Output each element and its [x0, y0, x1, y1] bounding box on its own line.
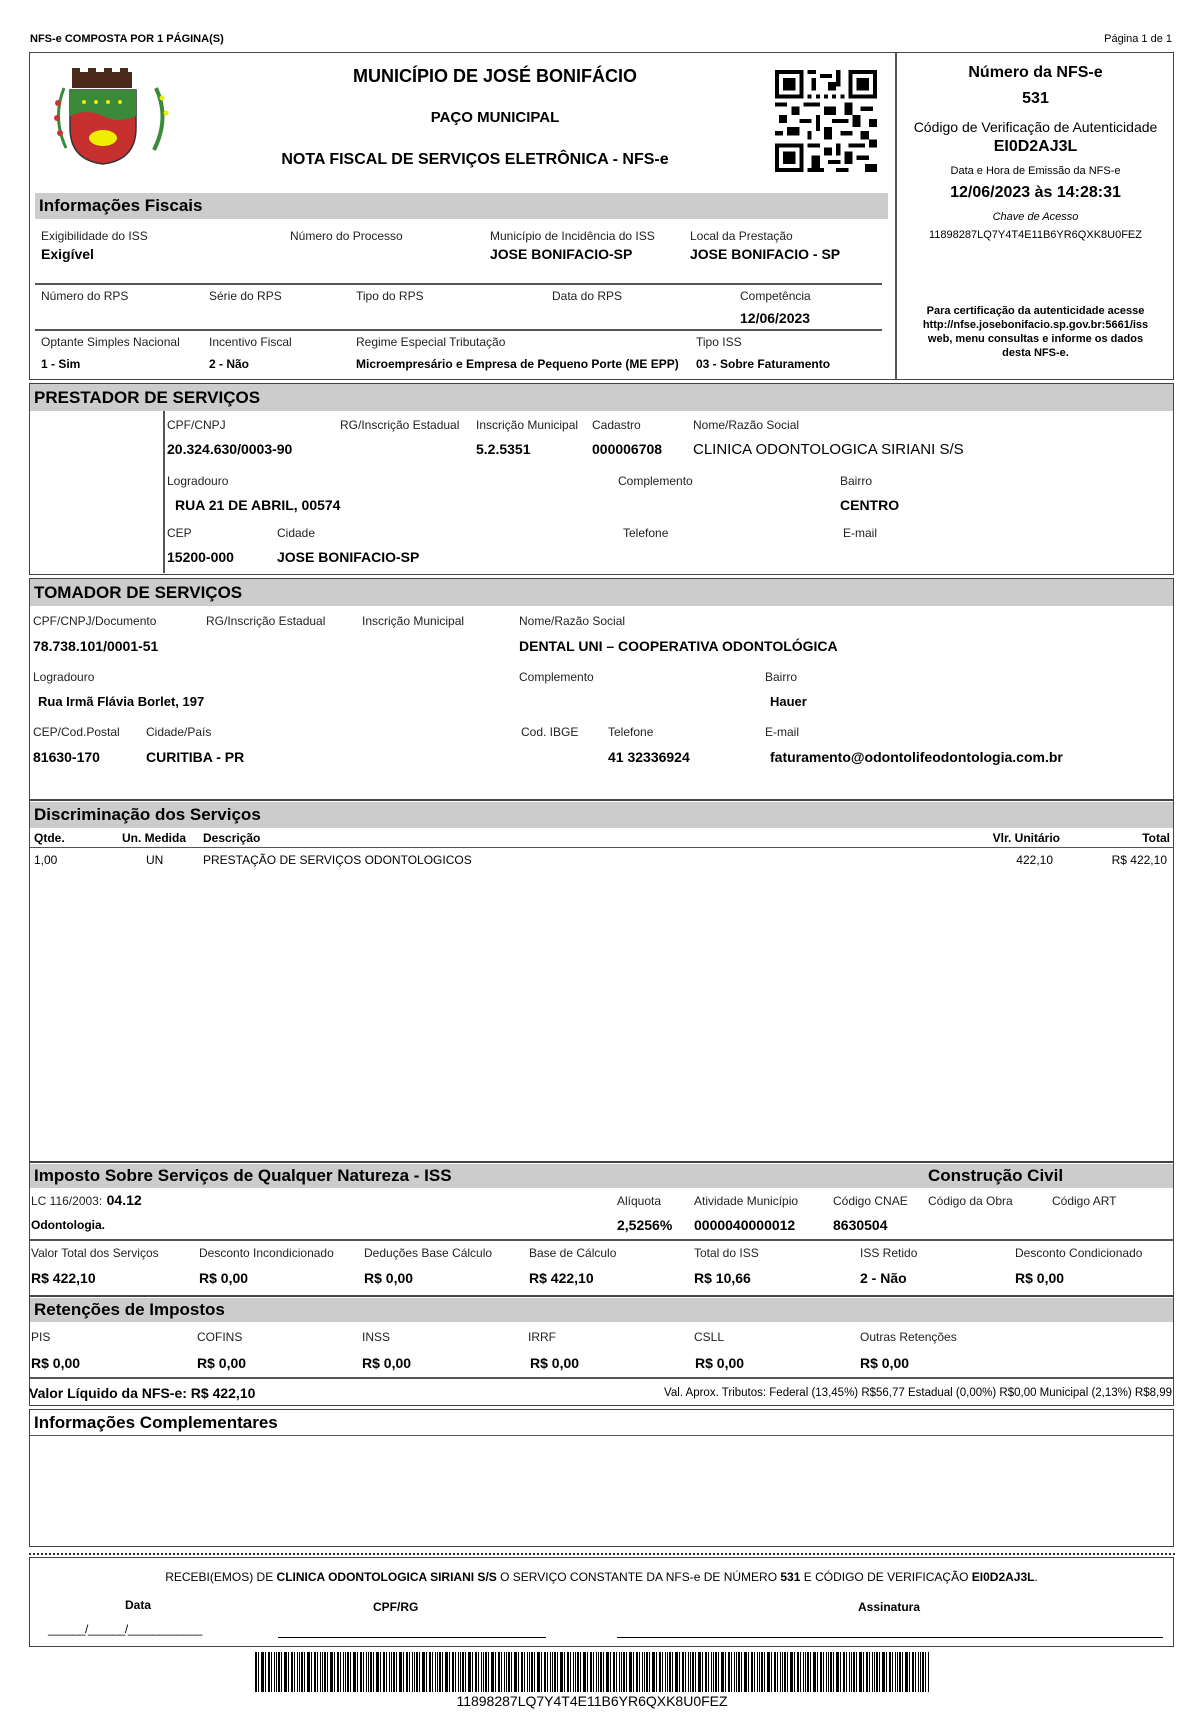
deducoes-label: Deduções Base Cálculo: [364, 1246, 493, 1260]
regime-value: Microempresário e Empresa de Pequeno Porte (ME EPP): [356, 357, 679, 371]
tomador-bairro-label: Bairro: [765, 670, 798, 684]
prestador-im: 5.2.5351: [476, 441, 531, 457]
local-prestacao-label: Local da Prestação: [690, 229, 793, 243]
base-calculo-label: Base de Cálculo: [529, 1246, 617, 1260]
certification-text: [897, 304, 1174, 360]
page-number: Página 1 de 1: [1104, 33, 1172, 45]
serie-rps-label: Série do RPS: [209, 289, 282, 303]
prestador-logradouro-label: Logradouro: [167, 474, 229, 488]
art-label: Código ART: [1052, 1194, 1117, 1208]
row-unidade: UN: [146, 853, 164, 867]
nfse-number: 531: [1022, 90, 1049, 107]
csll-label: CSLL: [694, 1330, 725, 1344]
prestador-cidade-label: Cidade: [277, 526, 316, 540]
lc-value: 04.12: [106, 1192, 142, 1208]
simples-label: Optante Simples Nacional: [41, 335, 180, 349]
nfse-number-label: Número da NFS-e: [968, 64, 1103, 81]
cut-line: [29, 1553, 1175, 1555]
barcode-text: 11898287LQ7Y4T4E11B6YR6QXK8U0FEZ: [456, 1693, 728, 1709]
prestador-bairro: CENTRO: [840, 497, 900, 513]
recibo-part2: O SERVIÇO CONSTANTE DA NFS-e DE NÚMERO: [496, 1570, 781, 1584]
tomador-bairro: Hauer: [770, 694, 807, 709]
iss-section-title: Imposto Sobre Serviços de Qualquer Natureza - ISS: [30, 1164, 1173, 1188]
tomador-doc-label: CPF/CNPJ/Documento: [33, 614, 157, 628]
prestador-cnpj-label: CPF/CNPJ: [167, 418, 226, 432]
recibo-cpf-field[interactable]: [278, 1637, 546, 1638]
prestador-im-label: Inscrição Municipal: [476, 418, 579, 432]
recibo-part4: .: [1034, 1570, 1038, 1584]
outras-value: R$ 0,00: [860, 1355, 910, 1371]
numero-rps-label: Número do RPS: [41, 289, 129, 303]
tomador-box: [29, 578, 1174, 800]
recibo-numero: 531: [780, 1570, 801, 1584]
total-iss-label: Total do ISS: [694, 1246, 759, 1260]
tomador-email-label: E-mail: [765, 725, 800, 739]
base-calculo-value: R$ 422,10: [529, 1270, 594, 1286]
servicos-section-title: Discriminação dos Serviços: [30, 802, 1173, 828]
access-key: 11898287LQ7Y4T4E11B6YR6QXK8U0FEZ: [928, 229, 1142, 241]
access-key-label: Chave de Acesso: [992, 211, 1079, 223]
lc-label: LC 116/2003:: [31, 1194, 103, 1208]
atividade-municipio-value: 0000040000012: [694, 1217, 796, 1233]
prestador-telefone-label: Telefone: [623, 526, 669, 540]
fiscal-section-title: Informações Fiscais: [35, 193, 888, 219]
recibo-cpf-label: CPF/RG: [373, 1600, 419, 1614]
cofins-value: R$ 0,00: [197, 1355, 247, 1371]
tipo-iss-value: 03 - Sobre Faturamento: [696, 357, 831, 371]
prestador-bairro-label: Bairro: [840, 474, 873, 488]
valor-liquido: Valor Líquido da NFS-e: R$ 422,10: [29, 1385, 256, 1401]
competencia-value: 12/06/2023: [740, 310, 811, 326]
recibo-part3: E CÓDIGO DE VERIFICAÇÃO: [800, 1570, 972, 1584]
inss-label: INSS: [362, 1330, 391, 1344]
municipio-incidencia-value: JOSE BONIFACIO-SP: [490, 246, 633, 262]
emission-label: Data e Hora de Emissão da NFS-e: [950, 165, 1121, 177]
recibo-assinatura-label: Assinatura: [858, 1600, 921, 1614]
obra-label: Código da Obra: [928, 1194, 1013, 1208]
cert-line-3: web, menu consultas e informe os dados: [927, 333, 1144, 345]
desconto-incond-value: R$ 0,00: [199, 1270, 249, 1286]
total-iss-value: R$ 10,66: [694, 1270, 751, 1286]
aliquota-label: Alíquota: [617, 1194, 662, 1208]
tomador-nome-label: Nome/Razão Social: [519, 614, 626, 628]
tipo-iss-label: Tipo ISS: [696, 335, 742, 349]
recibo-prestador: CLINICA ODONTOLOGICA SIRIANI S/S: [276, 1570, 497, 1584]
tomador-complemento-label: Complemento: [519, 670, 594, 684]
prestador-cadastro-label: Cadastro: [592, 418, 641, 432]
processo-label: Número do Processo: [290, 229, 403, 243]
tomador-doc: 78.738.101/0001-51: [33, 638, 159, 654]
desconto-incond-label: Desconto Incondicionado: [199, 1246, 334, 1260]
tomador-email[interactable]: faturamento@odontolifeodontologia.com.br: [770, 749, 1063, 765]
incentivo-label: Incentivo Fiscal: [209, 335, 292, 349]
construcao-civil-title: Construção Civil: [928, 1166, 1064, 1185]
tomador-im-label: Inscrição Municipal: [362, 614, 465, 628]
coat-of-arms-icon: [44, 68, 174, 168]
cnae-value: 8630504: [833, 1217, 888, 1233]
complementares-section-title: Informações Complementares: [30, 1410, 1173, 1436]
tomador-logradouro-label: Logradouro: [33, 670, 95, 684]
prestador-cidade: JOSE BONIFACIO-SP: [277, 549, 420, 565]
verification-label: Código de Verificação de Autenticidade: [913, 119, 1158, 135]
verification-code: EI0D2AJ3L: [993, 138, 1078, 155]
recibo-codigo: EI0D2AJ3L: [971, 1570, 1035, 1584]
tomador-cidade: CURITIBA - PR: [146, 749, 245, 765]
csll-value: R$ 0,00: [695, 1355, 745, 1371]
servicos-table-header: [30, 830, 1173, 848]
col-total: Total: [1142, 831, 1170, 845]
cert-line-1: Para certificação da autenticidade acesse: [926, 305, 1145, 317]
tomador-telefone: 41 32336924: [608, 749, 690, 765]
tomador-cidade-label: Cidade/País: [146, 725, 212, 739]
qr-code-icon: [775, 70, 877, 172]
deducoes-value: R$ 0,00: [364, 1270, 414, 1286]
prestador-section-title: PRESTADOR DE SERVIÇOS: [30, 384, 1173, 411]
row-total: R$ 422,10: [1111, 853, 1167, 867]
competencia-label: Competência: [740, 289, 811, 303]
row-qtde: 1,00: [34, 853, 58, 867]
pis-value: R$ 0,00: [31, 1355, 81, 1371]
row-descricao: PRESTAÇÃO DE SERVIÇOS ODONTOLOGICOS: [203, 853, 472, 867]
iss-retido-value: 2 - Não: [860, 1270, 907, 1286]
irrf-value: R$ 0,00: [530, 1355, 580, 1371]
prestador-cnpj: 20.324.630/0003-90: [167, 441, 293, 457]
prestador-rg-label: RG/Inscrição Estadual: [340, 418, 460, 432]
prestador-cep: 15200-000: [167, 549, 234, 565]
cnae-label: Código CNAE: [833, 1194, 908, 1208]
pis-label: PIS: [31, 1330, 51, 1344]
recibo-data-label: Data: [125, 1598, 152, 1612]
tributos-aproximados: Val. Aprox. Tributos: Federal (13,45%) R$56,77 Estadual (0,00%) R$0,00 Municipal (2,13%) R$8,99: [664, 1387, 1172, 1399]
prestador-nome-label: Nome/Razão Social: [693, 418, 800, 432]
valor-total-value: R$ 422,10: [31, 1270, 96, 1286]
col-qtde: Qtde.: [34, 831, 65, 845]
tomador-ibge-label: Cod. IBGE: [521, 725, 579, 739]
tomador-telefone-label: Telefone: [608, 725, 654, 739]
municipio-incidencia-label: Município de Incidência do ISS: [490, 229, 655, 243]
tomador-logradouro: Rua Irmã Flávia Borlet, 197: [38, 694, 205, 709]
cofins-label: COFINS: [197, 1330, 243, 1344]
tomador-cep-label: CEP/Cod.Postal: [33, 725, 120, 739]
exigibilidade-label: Exigibilidade do ISS: [41, 229, 148, 243]
incentivo-value: 2 - Não: [209, 357, 250, 371]
emission-datetime: 12/06/2023 às 14:28:31: [950, 184, 1121, 201]
aliquota-value: 2,5256%: [617, 1217, 673, 1233]
municipality-title: MUNICÍPIO DE JOSÉ BONIFÁCIO: [352, 66, 638, 86]
col-unitario: Vlr. Unitário: [992, 831, 1060, 845]
table-row: [30, 852, 1173, 870]
prestador-nome: CLINICA ODONTOLOGICA SIRIANI S/S: [693, 441, 964, 458]
prestador-complemento-label: Complemento: [618, 474, 693, 488]
cert-url[interactable]: http://nfse.josebonifacio.sp.gov.br:5661/iss: [922, 319, 1149, 331]
data-rps-label: Data do RPS: [552, 289, 623, 303]
tomador-cep: 81630-170: [33, 749, 100, 765]
inss-value: R$ 0,00: [362, 1355, 412, 1371]
exigibilidade-value: Exigível: [41, 246, 94, 262]
atividade-desc: Odontologia.: [31, 1218, 105, 1232]
document-title: NOTA FISCAL DE SERVIÇOS ELETRÔNICA - NFS-e: [281, 151, 669, 168]
desconto-cond-label: Desconto Condicionado: [1015, 1246, 1143, 1260]
valor-total-label: Valor Total dos Serviços: [31, 1246, 159, 1260]
barcode-icon: [255, 1652, 929, 1692]
retencoes-section-title: Retenções de Impostos: [30, 1298, 1173, 1322]
tipo-rps-label: Tipo do RPS: [356, 289, 424, 303]
page-composition: NFS-e COMPOSTA POR 1 PÁGINA(S): [30, 33, 224, 45]
local-prestacao-value: JOSE BONIFACIO - SP: [690, 246, 841, 262]
prestador-cep-label: CEP: [167, 526, 192, 540]
recibo-assinatura-field[interactable]: [617, 1637, 1163, 1638]
recibo-text: [29, 1570, 1174, 1584]
office-title: PAÇO MUNICIPAL: [430, 109, 560, 126]
atividade-municipio-label: Atividade Município: [694, 1194, 799, 1208]
col-unidade: Un. Medida: [122, 831, 187, 845]
desconto-cond-value: R$ 0,00: [1015, 1270, 1065, 1286]
tomador-section-title: TOMADOR DE SERVIÇOS: [30, 579, 1173, 606]
tomador-rg-label: RG/Inscrição Estadual: [206, 614, 326, 628]
row-unitario: 422,10: [1016, 853, 1053, 867]
tomador-nome: DENTAL UNI – COOPERATIVA ODONTOLÓGICA: [519, 638, 838, 654]
simples-value: 1 - Sim: [41, 357, 81, 371]
cert-line-4: desta NFS-e.: [1002, 347, 1069, 359]
iss-retido-label: ISS Retido: [860, 1246, 918, 1260]
prestador-email-label: E-mail: [843, 526, 878, 540]
recibo-data-field[interactable]: ______/______/____________: [48, 1622, 202, 1636]
irrf-label: IRRF: [528, 1330, 556, 1344]
regime-label: Regime Especial Tributação: [356, 335, 506, 349]
outras-label: Outras Retenções: [860, 1330, 957, 1344]
lc-row: [31, 1192, 142, 1210]
prestador-logradouro: RUA 21 DE ABRIL, 00574: [175, 497, 341, 513]
col-descricao: Descrição: [203, 831, 261, 845]
recibo-part1: RECEBI(EMOS) DE: [165, 1570, 277, 1584]
prestador-cadastro: 000006708: [592, 441, 663, 457]
